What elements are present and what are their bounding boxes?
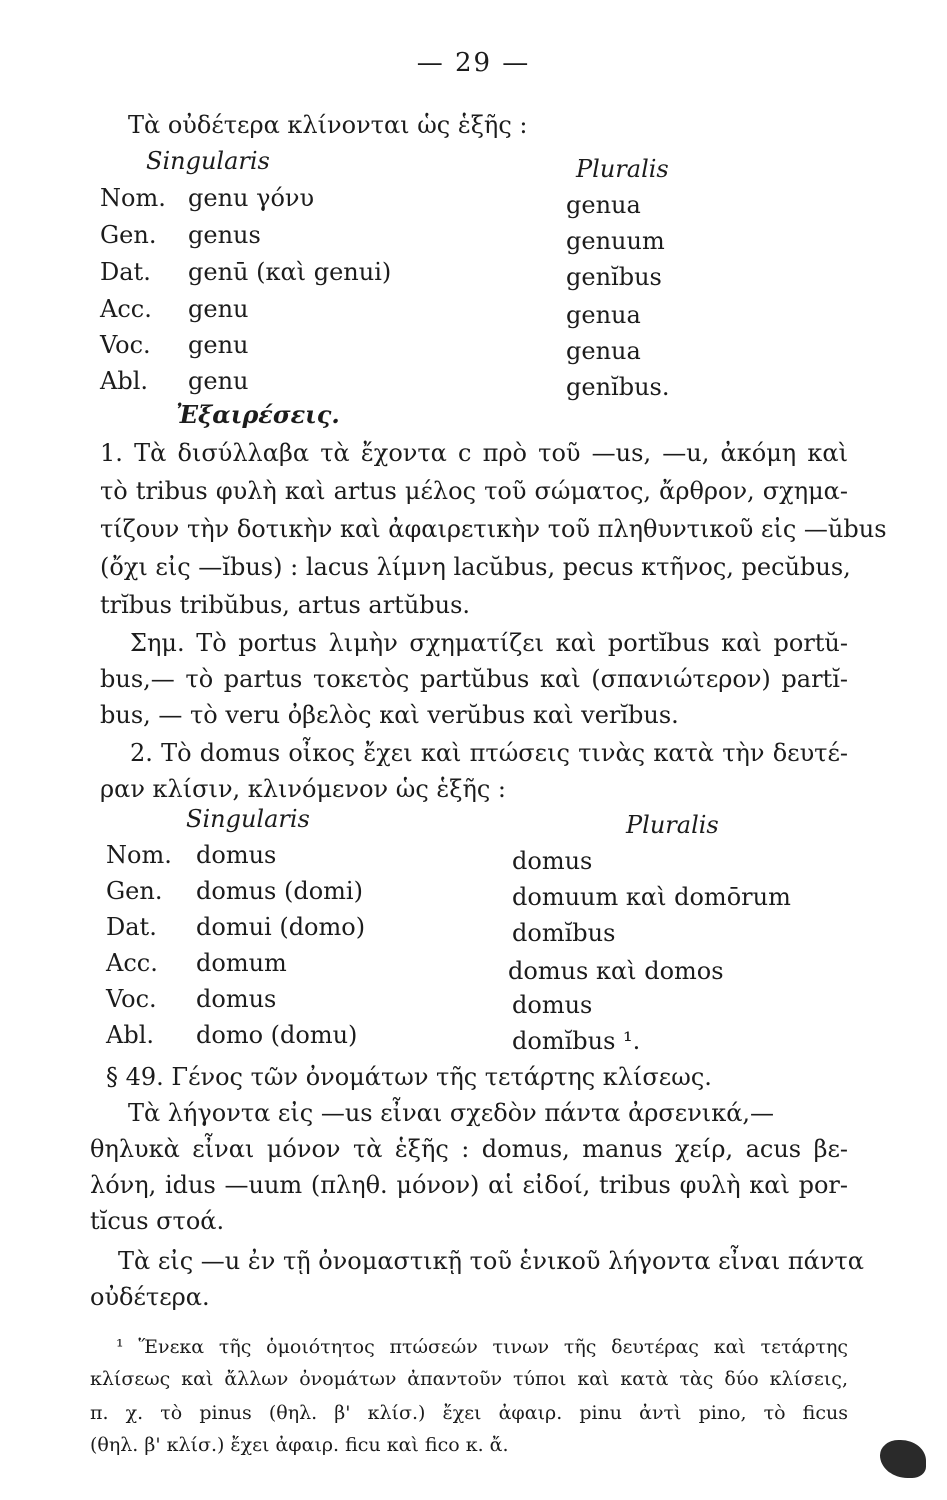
para1-line: τίζουν τὴν δοτικὴν καὶ ἀφαιρετικὴν τοῦ πληθυντικοῦ εἰς —ŭbus: [100, 515, 887, 543]
plural-form: genĭbus.: [566, 373, 670, 401]
case-label: Dat.: [100, 258, 151, 286]
plural-form: domus: [512, 991, 593, 1019]
section-49-heading: § 49. Γένος τῶν ὀνομάτων τῆς τετάρτης κλίσεως.: [106, 1063, 712, 1091]
case-label: Gen.: [106, 877, 163, 905]
section-49-line: θηλυκὰ εἶναι μόνον τὰ ἑξῆς : domus, manus χείρ, acus βε-: [90, 1135, 848, 1163]
plural-form: domuum καὶ domōrum: [512, 883, 791, 911]
plural-form: genĭbus: [566, 263, 662, 291]
footnote-line: π. χ. τὸ pinus (θηλ. β' κλίσ.) ἔχει ἀφαιρ. pinu ἀντὶ pino, τὸ ficus: [90, 1402, 848, 1424]
case-label: Voc.: [100, 331, 151, 359]
footnote-line: (θηλ. β' κλίσ.) ἔχει ἀφαιρ. ficu καὶ fico κ. ἄ.: [90, 1434, 509, 1456]
case-label: Abl.: [106, 1021, 154, 1049]
plural-form: genuum: [566, 227, 665, 255]
singular-form: domo (domu): [196, 1021, 358, 1049]
section-49-line: λόνη, idus —uum (πληθ. μόνον) αἱ εἰδοί, tribus φυλὴ καὶ por-: [90, 1171, 848, 1199]
case-label: Nom.: [106, 841, 172, 869]
para2-line: 2. Τὸ domus οἶκος ἔχει καὶ πτώσεις τινὰς κατὰ τὴν δευτέ-: [130, 739, 848, 767]
header-pluralis: Pluralis: [576, 155, 669, 183]
para2-line: ραν κλίσιν, κλινόμενον ὡς ἑξῆς :: [100, 775, 507, 803]
para1-line: (ὄχι εἰς —ĭbus) : lacus λίμνη lacŭbus, pecus κτῆνος, pecŭbus,: [100, 553, 851, 581]
singular-form: genu: [188, 295, 249, 323]
section-49-line: Τὰ λήγοντα εἰς —us εἶναι σχεδὸν πάντα ἀρσενικά,—: [128, 1099, 775, 1127]
neuter-line: οὐδέτερα.: [90, 1283, 210, 1311]
neuter-line: Τὰ εἰς —u ἐν τῇ ὀνομαστικῇ τοῦ ἑνικοῦ λήγοντα εἶναι πάντα: [118, 1247, 864, 1275]
singular-form: domui (domo): [196, 913, 366, 941]
header-pluralis: Pluralis: [626, 811, 719, 839]
case-label: Abl.: [100, 367, 148, 395]
note-line: bus,— τὸ partus τοκετὸς partŭbus καὶ (σπανιώτερον) partĭ-: [100, 665, 848, 693]
plural-form: genua: [566, 191, 641, 219]
singular-form: genu: [188, 331, 249, 359]
singular-form: domus: [196, 841, 277, 869]
footnote-line: κλίσεως καὶ ἄλλων ὀνομάτων ἀπαντοῦν τύποι καὶ κατὰ τὰς δύο κλίσεις,: [90, 1368, 848, 1390]
intro-line: Τὰ οὐδέτερα κλίνονται ὡς ἑξῆς :: [128, 111, 528, 139]
para1-line: τὸ tribus φυλὴ καὶ artus μέλος τοῦ σώματος, ἄρθρον, σχημα-: [100, 477, 848, 505]
header-singularis: Singularis: [186, 805, 310, 833]
case-label: Acc.: [106, 949, 158, 977]
footnote-line: ¹ Ἕνεκα τῆς ὁμοιότητος πτώσεών τινων τῆς δευτέρας καὶ τετάρτης: [116, 1336, 848, 1358]
singular-form: domus: [196, 985, 277, 1013]
header-singularis: Singularis: [146, 147, 270, 175]
singular-form: genu γόνυ: [188, 184, 315, 212]
page-number: — 29 —: [416, 48, 531, 78]
case-label: Acc.: [100, 295, 152, 323]
singular-form: genus: [188, 221, 261, 249]
plural-form: genua: [566, 337, 641, 365]
plural-form: domĭbus: [512, 919, 616, 947]
singular-form: genū (καὶ genui): [188, 258, 392, 286]
plural-form: domus: [512, 847, 593, 875]
ink-smudge: [880, 1440, 926, 1478]
singular-form: genu: [188, 367, 249, 395]
case-label: Dat.: [106, 913, 157, 941]
plural-form: domus καὶ domos: [508, 957, 724, 985]
case-label: Gen.: [100, 221, 157, 249]
note-line: bus, — τὸ veru ὀβελὸς καὶ verŭbus καὶ verĭbus.: [100, 701, 679, 729]
section-49-line: tĭcus στοά.: [90, 1207, 225, 1235]
singular-form: domum: [196, 949, 287, 977]
plural-form: domĭbus ¹.: [512, 1027, 641, 1055]
exceptions-heading: Ἐξαιρέσεις.: [176, 400, 340, 429]
case-label: Voc.: [106, 985, 157, 1013]
plural-form: genua: [566, 301, 641, 329]
case-label: Nom.: [100, 184, 166, 212]
para1-line: 1. Τὰ δισύλλαβα τὰ ἔχοντα c πρὸ τοῦ —us, —u, ἀκόμη καὶ: [100, 439, 848, 467]
para1-line: trĭbus tribŭbus, artus artŭbus.: [100, 591, 471, 619]
note-line: Σημ. Τὸ portus λιμὴν σχηματίζει καὶ portĭbus καὶ portŭ-: [130, 629, 848, 657]
singular-form: domus (domi): [196, 877, 363, 905]
